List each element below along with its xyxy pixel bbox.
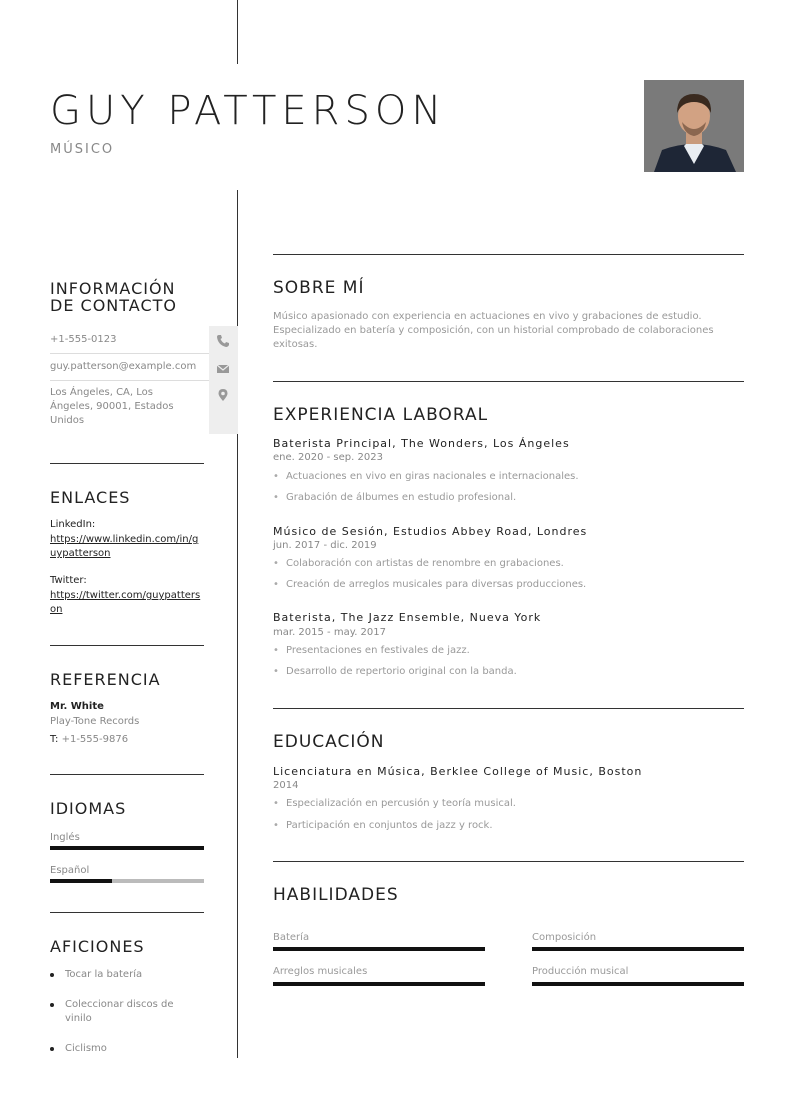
contact-divider — [50, 380, 210, 381]
bullet-text: Grabación de álbumes en estudio profesional. — [286, 492, 517, 503]
skill-name: Batería — [273, 932, 310, 943]
linkedin-link[interactable]: https://www.linkedin.com/in/guypatterson — [50, 534, 199, 559]
resume-name: GUY PATTERSON — [50, 88, 447, 134]
section-divider — [273, 381, 744, 382]
contact-divider — [50, 353, 210, 354]
twitter-label: Twitter: — [50, 575, 87, 586]
job-dates: jun. 2017 - dic. 2019 — [273, 540, 377, 551]
bullet-dot: • — [273, 666, 279, 677]
skill-level-fill — [532, 982, 744, 986]
reference-phone: +1-555-9876 — [61, 734, 129, 745]
hobbies-section-title: AFICIONES — [50, 937, 145, 956]
resume-job-title: MÚSICO — [50, 142, 115, 157]
bullet-dot: • — [273, 471, 279, 482]
portrait-illustration — [644, 80, 744, 172]
bullet-text: Participación en conjuntos de jazz y rock. — [286, 820, 493, 831]
skill-name: Arreglos musicales — [273, 966, 368, 977]
bullet-text: Colaboración con artistas de renombre en grabaciones. — [286, 558, 564, 569]
job-bullet — [273, 558, 564, 569]
links-section-title: ENLACES — [50, 488, 131, 507]
language-level-bar — [50, 879, 204, 883]
bullet-dot — [50, 973, 54, 977]
skill-name: Producción musical — [532, 966, 629, 977]
language-name: Español — [50, 865, 90, 876]
languages-section-title: IDIOMAS — [50, 799, 127, 818]
bullet-text: Actuaciones en vivo en giras nacionales e internacionales. — [286, 471, 579, 482]
skill-level-fill — [273, 982, 485, 986]
hobby-text: Coleccionar discos de vinilo — [65, 999, 174, 1024]
job-title: Músico de Sesión, Estudios Abbey Road, Londres — [273, 525, 588, 538]
degree-title: Licenciatura en Música, Berklee College of Music, Boston — [273, 765, 643, 778]
reference-name: Mr. White — [50, 701, 104, 712]
hobby-item — [50, 968, 210, 982]
education-bullet — [273, 820, 493, 831]
twitter-link[interactable]: https://twitter.com/guypatterson — [50, 590, 201, 615]
bullet-text: Creación de arreglos musicales para diversas producciones. — [286, 579, 587, 590]
job-dates: mar. 2015 - may. 2017 — [273, 627, 387, 638]
skills-section-title: HABILIDADES — [273, 885, 399, 905]
section-divider — [50, 912, 204, 913]
hobby-text: Ciclismo — [65, 1043, 107, 1054]
bullet-dot — [50, 1047, 54, 1051]
hobby-item — [50, 998, 190, 1026]
profile-photo — [644, 80, 744, 172]
section-divider — [50, 774, 204, 775]
skill-level-fill — [532, 947, 744, 951]
mail-icon — [216, 362, 230, 376]
section-divider — [50, 645, 204, 646]
bullet-dot: • — [273, 492, 279, 503]
sidebar-vertical-divider — [237, 190, 238, 1058]
about-text: Músico apasionado con experiencia en actuaciones en vivo y grabaciones de estudio. Especializado en batería y composición, con un historial comprobado de colaboraciones exitosas. — [273, 311, 714, 350]
job-bullet — [273, 645, 470, 656]
contact-phone: +1-555-0123 — [50, 334, 117, 345]
top-vertical-divider — [237, 0, 238, 64]
education-bullet — [273, 798, 516, 809]
bullet-dot: • — [273, 645, 279, 656]
degree-year: 2014 — [273, 780, 299, 791]
section-divider — [50, 463, 204, 464]
job-bullet — [273, 492, 516, 503]
contact-section-title: INFORMACIÓN DE CONTACTO — [50, 279, 177, 315]
language-level-fill — [50, 846, 204, 850]
language-level-bar — [50, 846, 204, 850]
bullet-dot — [50, 1003, 54, 1007]
experience-section-title: EXPERIENCIA LABORAL — [273, 405, 489, 425]
hobby-text: Tocar la batería — [65, 969, 143, 980]
job-bullet — [273, 471, 579, 482]
skill-level-bar — [273, 982, 485, 986]
job-title: Baterista, The Jazz Ensemble, Nueva York — [273, 611, 542, 624]
hobby-item — [50, 1042, 210, 1056]
job-title: Baterista Principal, The Wonders, Los Ángeles — [273, 437, 570, 450]
reference-company: Play-Tone Records — [50, 716, 140, 727]
language-level-fill — [50, 879, 112, 883]
bullet-dot: • — [273, 798, 279, 809]
skill-level-fill — [273, 947, 485, 951]
reference-phone-line — [50, 733, 128, 747]
bullet-dot: • — [273, 558, 279, 569]
skill-level-bar — [532, 947, 744, 951]
bullet-text: Presentaciones en festivales de jazz. — [286, 645, 470, 656]
bullet-text: Desarrollo de repertorio original con la banda. — [286, 666, 517, 677]
language-name: Inglés — [50, 832, 80, 843]
location-pin-icon — [216, 388, 230, 402]
reference-phone-label: T: — [50, 734, 59, 745]
section-divider — [273, 861, 744, 862]
job-bullet — [273, 579, 586, 590]
skill-level-bar — [532, 982, 744, 986]
education-section-title: EDUCACIÓN — [273, 732, 385, 752]
contact-email[interactable]: guy.patterson@example.com — [50, 361, 197, 372]
job-bullet — [273, 666, 517, 677]
bullet-text: Especialización en percusión y teoría musical. — [286, 798, 516, 809]
bullet-dot: • — [273, 820, 279, 831]
about-section-title: SOBRE MÍ — [273, 278, 365, 298]
section-divider — [273, 254, 744, 255]
job-dates: ene. 2020 - sep. 2023 — [273, 452, 383, 463]
linkedin-label: LinkedIn: — [50, 519, 96, 530]
phone-icon — [216, 334, 230, 348]
reference-section-title: REFERENCIA — [50, 670, 161, 689]
contact-icon-column — [209, 326, 238, 434]
contact-address: Los Ángeles, CA, Los Ángeles, 90001, Estados Unidos — [50, 387, 174, 426]
section-divider — [273, 708, 744, 709]
skill-name: Composición — [532, 932, 597, 943]
skill-level-bar — [273, 947, 485, 951]
bullet-dot: • — [273, 579, 279, 590]
